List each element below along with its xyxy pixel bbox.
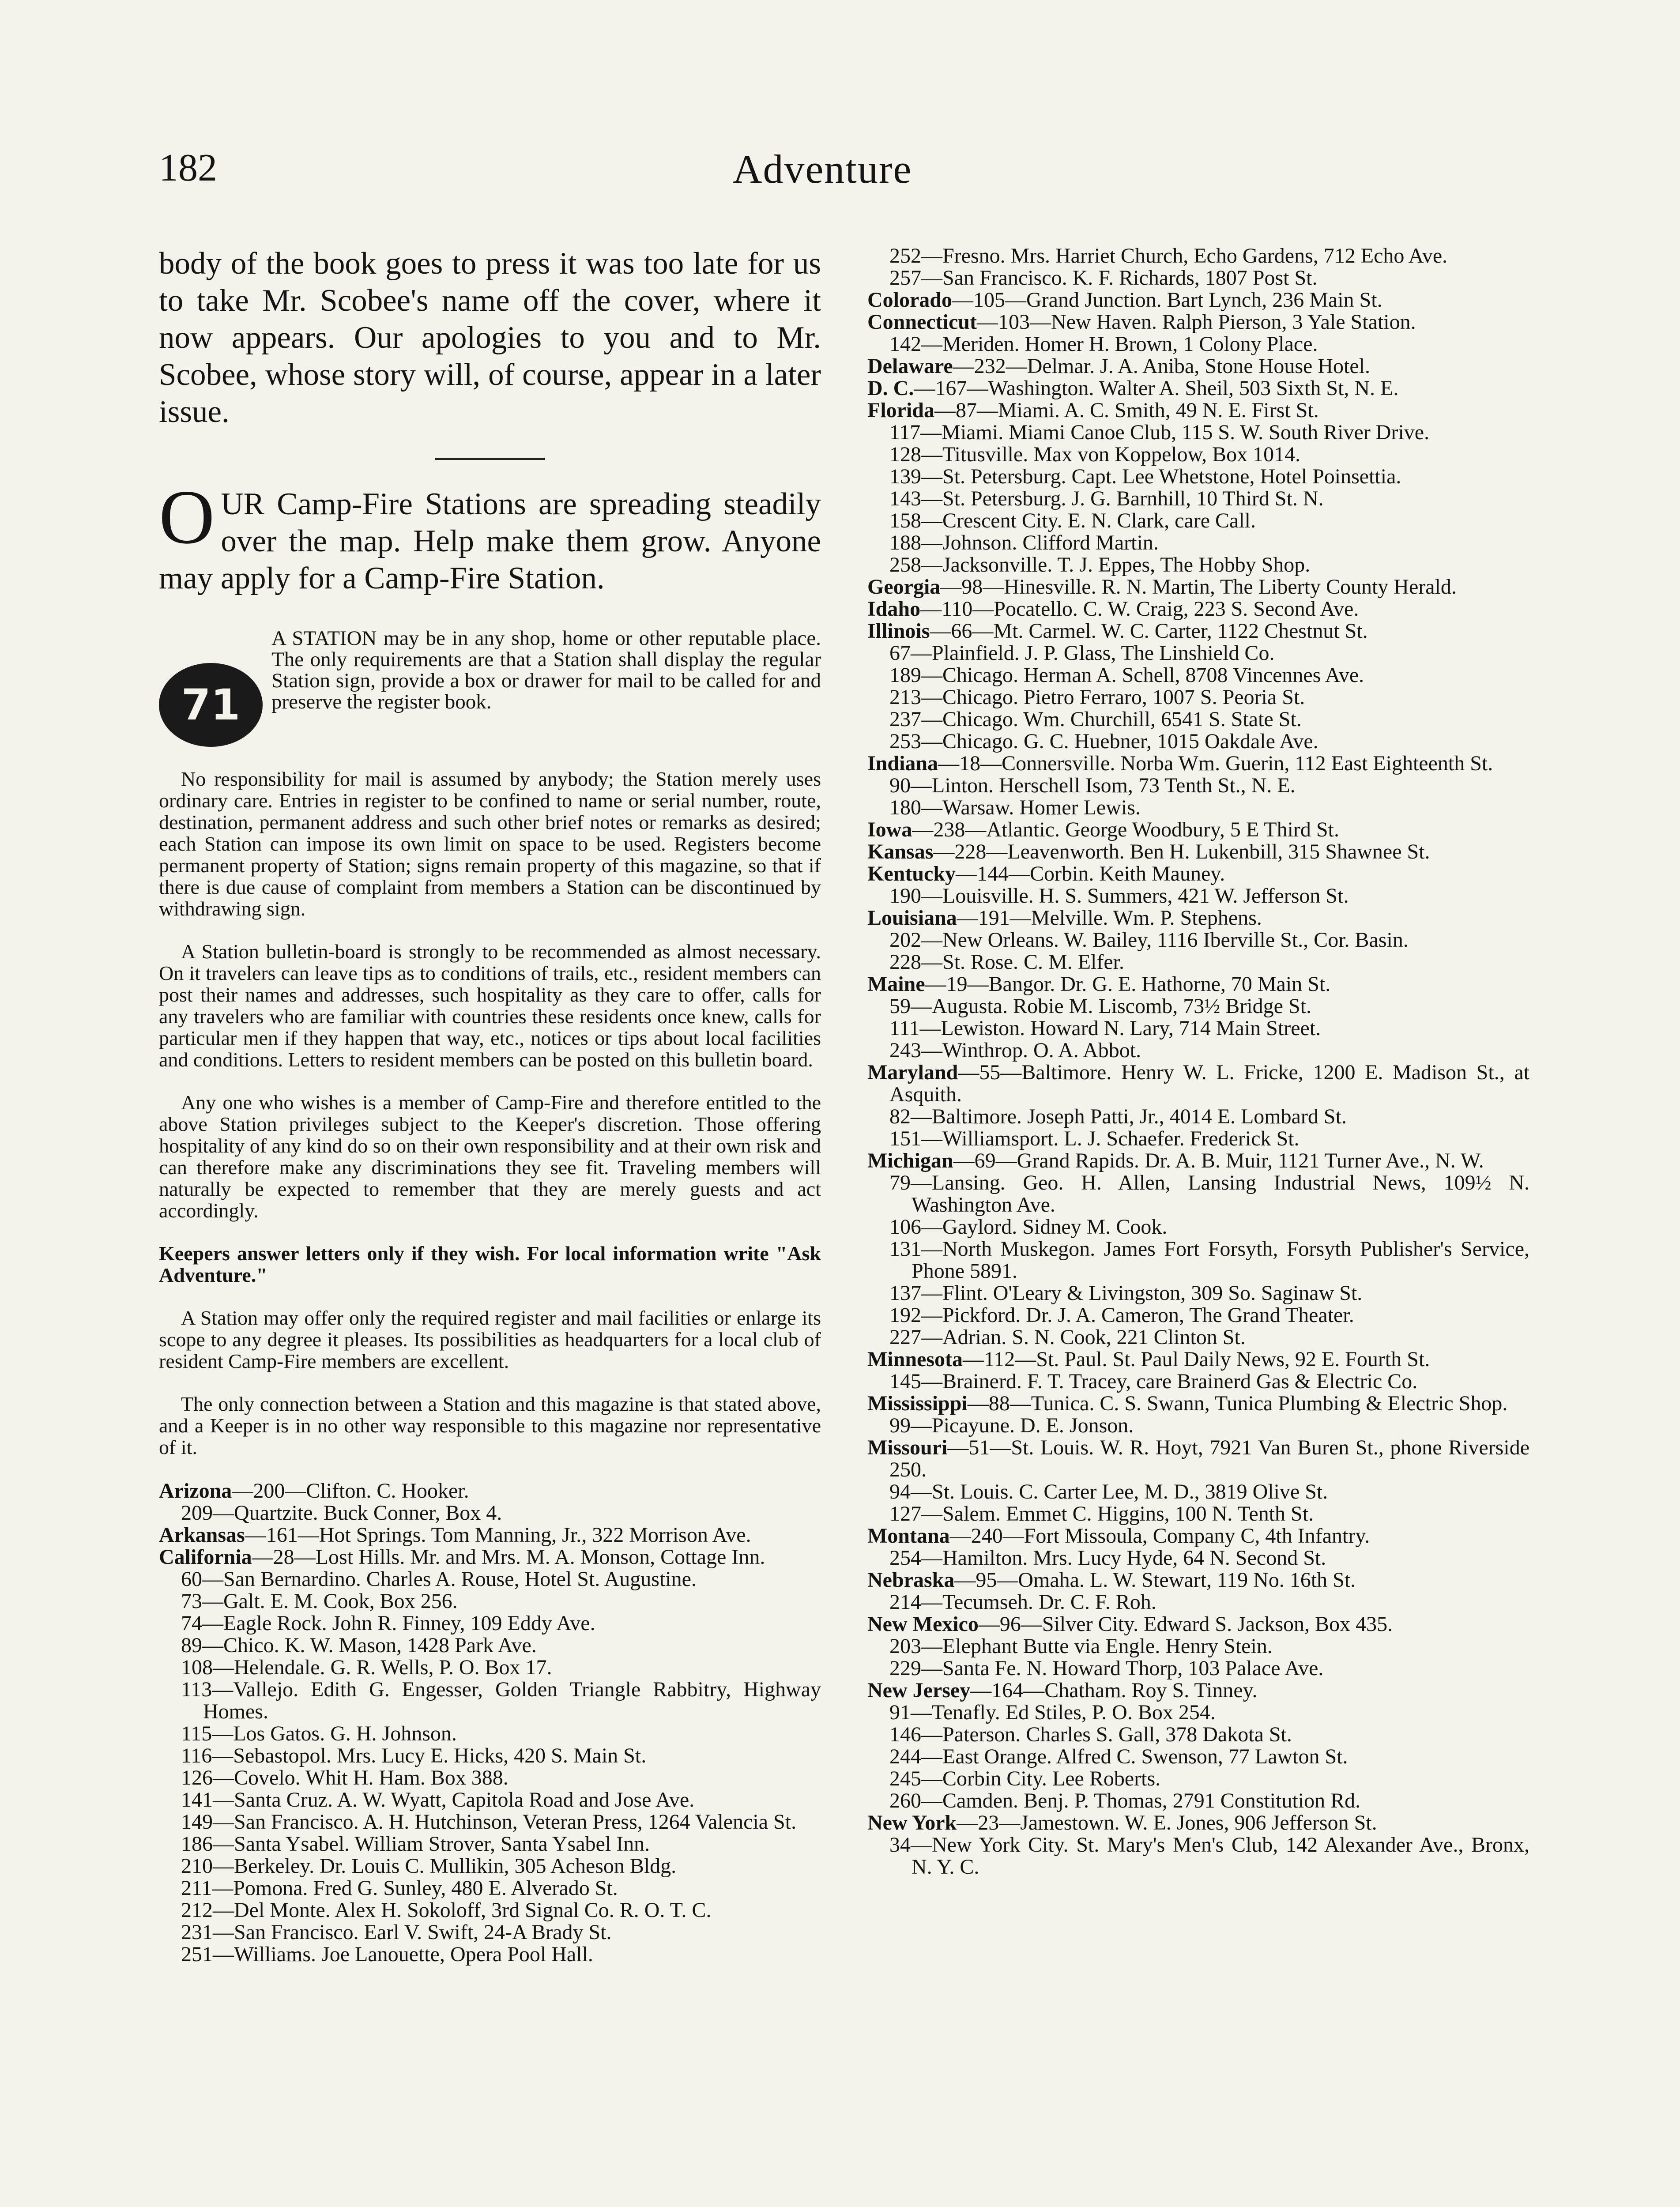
station-badge-icon: 71: [159, 663, 263, 747]
station-details: 128—Titusville. Max von Koppelow, Box 1014.: [889, 443, 1301, 466]
station-details: —110—Pocatello. C. W. Craig, 223 S. Second Ave.: [920, 597, 1359, 621]
station-details: 99—Picayune. D. E. Jonson.: [889, 1414, 1134, 1437]
state-name: Idaho: [867, 597, 921, 621]
station-entry: [867, 885, 1529, 907]
state-name: Maine: [867, 972, 925, 996]
station-entry: [159, 1877, 821, 1899]
station-details: 180—Warsaw. Homer Lewis.: [889, 796, 1141, 819]
station-entry: [867, 1393, 1529, 1415]
station-details: 229—Santa Fe. N. Howard Thorp, 103 Palace Ave.: [889, 1657, 1324, 1680]
station-entry: [159, 1480, 821, 1502]
station-entry: [867, 1017, 1529, 1039]
state-name: Mississippi: [867, 1392, 968, 1415]
station-entry: [867, 488, 1529, 510]
station-details: 34—New York City. St. Mary's Men's Club, 142 Alexander Ave., Bronx, N. Y. C.: [889, 1833, 1529, 1879]
state-name: Indiana: [867, 752, 938, 775]
station-details: 59—Augusta. Robie M. Liscomb, 73½ Bridge St.: [889, 994, 1311, 1018]
station-entry: [867, 1039, 1529, 1062]
station-entry: [867, 267, 1529, 289]
station-entry: [867, 1768, 1529, 1790]
state-name: California: [159, 1545, 252, 1569]
station-notice: [159, 628, 821, 747]
state-name: New Mexico: [867, 1612, 979, 1636]
state-name: Connecticut: [867, 310, 977, 334]
station-entry: [867, 686, 1529, 708]
station-entry: [867, 1680, 1529, 1702]
station-entry: [867, 642, 1529, 664]
rule-connection: The only connection between a Station and this magazine is that stated above, and a Keeper is in no other way responsible to this magazine nor representative of it.: [159, 1393, 821, 1458]
station-entry: [867, 532, 1529, 554]
station-details: 117—Miami. Miami Canoe Club, 115 S. W. South River Drive.: [889, 421, 1430, 444]
station-details: —164—Chatham. Roy S. Tinney.: [970, 1679, 1258, 1702]
magazine-title: Adventure: [733, 147, 912, 192]
station-details: —18—Connersville. Norba Wm. Guerin, 112 East Eighteenth St.: [938, 752, 1493, 775]
station-details: 186—Santa Ysabel. William Strover, Santa Ysabel Inn.: [181, 1832, 650, 1856]
station-details: 209—Quartzite. Buck Conner, Box 4.: [181, 1501, 502, 1525]
station-entry: [867, 1569, 1529, 1591]
station-details: 108—Helendale. G. R. Wells, P. O. Box 17.: [181, 1656, 552, 1679]
station-details: 139—St. Petersburg. Capt. Lee Whetstone, Hotel Poinsettia.: [889, 465, 1401, 488]
station-entry: [867, 333, 1529, 355]
station-details: —228—Leavenworth. Ben H. Lukenbill, 315 Shawnee St.: [933, 840, 1430, 863]
station-entry: [159, 1657, 821, 1679]
state-name: Illinois: [867, 619, 930, 643]
station-details: —238—Atlantic. George Woodbury, 5 E Third St.: [912, 818, 1339, 841]
station-details: 60—San Bernardino. Charles A. Rouse, Hotel St. Augustine.: [181, 1567, 697, 1591]
station-details: 244—East Orange. Alfred C. Swenson, 77 Lawton St.: [889, 1745, 1348, 1768]
state-name: Georgia: [867, 575, 941, 599]
station-entry: [867, 554, 1529, 576]
station-entry: [159, 1767, 821, 1789]
station-details: 73—Galt. E. M. Cook, Box 256.: [181, 1589, 458, 1613]
station-entry: [867, 1702, 1529, 1724]
station-details: 254—Hamilton. Mrs. Lucy Hyde, 64 N. Second St.: [889, 1546, 1326, 1570]
station-details: 202—New Orleans. W. Bailey, 1116 Iberville St., Cor. Basin.: [889, 928, 1409, 952]
station-details: 116—Sebastopol. Mrs. Lucy E. Hicks, 420 S. Main St.: [181, 1744, 647, 1767]
station-details: 192—Pickford. Dr. J. A. Cameron, The Grand Theater.: [889, 1303, 1354, 1327]
station-details: —95—Omaha. L. W. Stewart, 119 No. 16th St.: [954, 1568, 1356, 1592]
station-entry: [867, 995, 1529, 1017]
station-entry: [867, 775, 1529, 797]
station-details: —87—Miami. A. C. Smith, 49 N. E. First St.: [934, 399, 1319, 422]
station-details: 131—North Muskegon. James Fort Forsyth, Forsyth Publisher's Service, Phone 5891.: [889, 1237, 1529, 1283]
state-name: Louisiana: [867, 906, 957, 930]
station-entry: [867, 598, 1529, 620]
station-entry: [159, 1899, 821, 1921]
page-header: [159, 146, 1532, 207]
station-details: 82—Baltimore. Joseph Patti, Jr., 4014 E. Lombard St.: [889, 1105, 1347, 1128]
left-column: [159, 245, 821, 1966]
station-entry: [867, 1547, 1529, 1569]
station-details: 211—Pomona. Fred G. Sunley, 480 E. Alverado St.: [181, 1876, 618, 1900]
station-details: 251—Williams. Joe Lanouette, Opera Pool Hall.: [181, 1943, 593, 1966]
station-entry: [867, 819, 1529, 841]
station-entry: [867, 1348, 1529, 1371]
station-details: 126—Covelo. Whit H. Ham. Box 388.: [181, 1766, 509, 1789]
station-entry: [159, 1943, 821, 1966]
station-entry: [159, 1789, 821, 1811]
state-name: Michigan: [867, 1149, 953, 1172]
station-details: 67—Plainfield. J. P. Glass, The Linshield Co.: [889, 641, 1275, 665]
station-details: 141—Santa Cruz. A. W. Wyatt, Capitola Road and Jose Ave.: [181, 1788, 695, 1812]
station-details: 257—San Francisco. K. F. Richards, 1807 Post St.: [889, 266, 1318, 290]
station-entry: [867, 1635, 1529, 1657]
station-entry: [867, 245, 1529, 267]
station-details: 252—Fresno. Mrs. Harriet Church, Echo Gardens, 712 Echo Ave.: [889, 244, 1448, 267]
station-details: 137—Flint. O'Leary & Livingston, 309 So. Saginaw St.: [889, 1281, 1363, 1305]
rule-membership: Any one who wishes is a member of Camp-Fire and therefore entitled to the above Station privileges subject to the Keeper's discretion. Those offering hospitality of any kind do so on their own responsibility and at their own risk and can therefore make any discriminations they see fit. Traveling members will naturally be expected to remember that they are merely guests and act accordingly.: [159, 1091, 821, 1222]
station-details: —105—Grand Junction. Bart Lynch, 236 Main St.: [952, 288, 1382, 312]
state-name: Nebraska: [867, 1568, 955, 1592]
rule-keepers-letters: Keepers answer letters only if they wish. For local information write "Ask Adventure.": [159, 1242, 821, 1286]
station-details: —69—Grand Rapids. Dr. A. B. Muir, 1121 Turner Ave., N. W.: [953, 1149, 1484, 1172]
station-entry: [867, 708, 1529, 731]
station-details: 210—Berkeley. Dr. Louis C. Mullikin, 305 Acheson Bldg.: [181, 1854, 677, 1878]
intro-paragraph: body of the book goes to press it was too late for us to take Mr. Scobee's name off the cover, where it now appears. Our apologies to you and to Mr. Scobee, whose story will, of course, appear in a later issue.: [159, 246, 821, 429]
station-details: —232—Delmar. J. A. Aniba, Stone House Hotel.: [953, 354, 1370, 378]
station-entry: [159, 1612, 821, 1635]
station-details: 245—Corbin City. Lee Roberts.: [889, 1767, 1161, 1790]
station-entry: [867, 1613, 1529, 1635]
station-details: —55—Baltimore. Henry W. L. Fricke, 1200 E. Madison St., at Asquith.: [889, 1061, 1529, 1106]
station-details: 143—St. Petersburg. J. G. Barnhill, 10 Third St. N.: [889, 487, 1324, 510]
station-details: 258—Jacksonville. T. J. Eppes, The Hobby Shop.: [889, 553, 1311, 576]
station-details: 113—Vallejo. Edith G. Engesser, Golden Triangle Rabbitry, Highway Homes.: [181, 1678, 821, 1723]
station-details: 253—Chicago. G. C. Huebner, 1015 Oakdale Ave.: [889, 730, 1318, 753]
state-name: Maryland: [867, 1061, 958, 1084]
station-entry: [867, 1481, 1529, 1503]
state-name: Minnesota: [867, 1348, 963, 1371]
station-details: 231—San Francisco. Earl V. Swift, 24-A Brady St.: [181, 1921, 612, 1944]
state-name: Arkansas: [159, 1523, 245, 1547]
station-entry: [867, 1746, 1529, 1768]
station-details: —112—St. Paul. St. Paul Daily News, 92 E. Fourth St.: [963, 1348, 1430, 1371]
state-name: D. C.: [867, 377, 914, 400]
station-details: —167—Washington. Walter A. Sheil, 503 Sixth St, N. E.: [914, 377, 1399, 400]
state-name: Montana: [867, 1524, 950, 1548]
station-entry: [867, 907, 1529, 929]
station-entry: [867, 929, 1529, 951]
station-entry: [867, 1326, 1529, 1348]
station-entry: [867, 444, 1529, 466]
station-entry: [867, 664, 1529, 686]
station-details: 142—Meriden. Homer H. Brown, 1 Colony Place.: [889, 332, 1318, 356]
station-entry: [867, 1790, 1529, 1812]
station-details: 146—Paterson. Charles S. Gall, 378 Dakota St.: [889, 1723, 1292, 1746]
station-details: 79—Lansing. Geo. H. Allen, Lansing Industrial News, 109½ N. Washington Ave.: [889, 1171, 1529, 1216]
station-entry: [867, 841, 1529, 863]
campfire-lead: [159, 474, 821, 597]
station-entry: [867, 1062, 1529, 1106]
state-name: Delaware: [867, 354, 953, 378]
station-details: 89—Chico. K. W. Mason, 1428 Park Ave.: [181, 1634, 537, 1657]
state-name: New Jersey: [867, 1679, 971, 1702]
station-details: —103—New Haven. Ralph Pierson, 3 Yale Station.: [976, 310, 1416, 334]
state-name: Kentucky: [867, 862, 956, 885]
state-name: Kansas: [867, 840, 934, 863]
station-entry: [867, 973, 1529, 995]
station-details: 213—Chicago. Pietro Ferraro, 1007 S. Peoria St.: [889, 685, 1305, 709]
station-entry: [159, 1723, 821, 1745]
station-details: 237—Chicago. Wm. Churchill, 6541 S. State St.: [889, 708, 1302, 731]
station-details: 212—Del Monte. Alex H. Sokoloff, 3rd Signal Co. R. O. T. C.: [181, 1898, 712, 1922]
station-details: —240—Fort Missoula, Company C, 4th Infantry.: [949, 1524, 1370, 1548]
station-entry: [867, 1834, 1529, 1878]
station-details: —51—St. Louis. W. R. Hoyt, 7921 Van Buren St., phone Riverside 250.: [889, 1436, 1529, 1481]
station-details: 243—Winthrop. O. A. Abbot.: [889, 1039, 1141, 1062]
station-entry: [867, 1172, 1529, 1216]
state-name: Arizona: [159, 1479, 232, 1503]
rule-bulletin-board: A Station bulletin-board is strongly to be recommended as almost necessary. On it travelers can leave tips as to conditions of trails, etc., resident members can post their names and addresses, such hospitality as they care to offer, calls for any travelers who are familiar with countries these residents once knew, calls for particular men if they happen that way, etc., notices or tips about local facilities and conditions. Letters to resident members can be posted on this bulletin board.: [159, 940, 821, 1071]
station-definition: A STATION may be in any shop, home or other reputable place. The only requirements are that a Station shall display the regular Station sign, provide a box or drawer for mail to be called for and preserve the register book.: [271, 628, 821, 713]
station-entry: [867, 1282, 1529, 1304]
station-entry: [867, 1525, 1529, 1547]
station-details: 111—Lewiston. Howard N. Lary, 714 Main Street.: [889, 1017, 1321, 1040]
station-entry: [159, 1590, 821, 1612]
station-entry: [867, 1657, 1529, 1680]
station-details: 94—St. Louis. C. Carter Lee, M. D., 3819 Olive St.: [889, 1480, 1328, 1503]
station-details: —200—Clifton. C. Hooker.: [232, 1479, 469, 1503]
state-name: New York: [867, 1811, 957, 1834]
state-name: Missouri: [867, 1436, 948, 1459]
station-entry: [867, 620, 1529, 642]
drop-cap: O: [159, 474, 215, 560]
station-details: 203—Elephant Butte via Engle. Henry Stein.: [889, 1635, 1273, 1658]
station-details: —191—Melville. Wm. P. Stephens.: [957, 906, 1262, 930]
station-details: 190—Louisville. H. S. Summers, 421 W. Jefferson St.: [889, 884, 1349, 908]
station-entry: [867, 422, 1529, 444]
station-details: 228—St. Rose. C. M. Elfer.: [889, 950, 1125, 974]
station-entry: [867, 1437, 1529, 1481]
state-name: Iowa: [867, 818, 912, 841]
station-details: —28—Lost Hills. Mr. and Mrs. M. A. Monson, Cottage Inn.: [252, 1545, 765, 1569]
station-entry: [867, 731, 1529, 753]
section-divider: [435, 458, 545, 460]
station-entry: [867, 1150, 1529, 1172]
station-entry: [159, 1833, 821, 1855]
station-entry: [159, 1635, 821, 1657]
station-entry: [867, 466, 1529, 488]
station-entry: [867, 1591, 1529, 1613]
station-entry: [867, 753, 1529, 775]
station-details: 127—Salem. Emmet C. Higgins, 100 N. Tenth St.: [889, 1502, 1314, 1525]
station-details: —96—Silver City. Edward S. Jackson, Box 435.: [978, 1612, 1393, 1636]
station-details: —98—Hinesville. R. N. Martin, The Liberty County Herald.: [940, 575, 1457, 599]
state-name: Florida: [867, 399, 934, 422]
station-details: 145—Brainerd. F. T. Tracey, care Brainerd Gas & Electric Co.: [889, 1370, 1418, 1393]
station-entry: [867, 1304, 1529, 1326]
station-entry: [867, 797, 1529, 819]
station-entry: [867, 863, 1529, 885]
station-entry: [867, 1415, 1529, 1437]
station-details: 188—Johnson. Clifford Martin.: [889, 531, 1159, 554]
station-details: 260—Camden. Benj. P. Thomas, 2791 Constitution Rd.: [889, 1789, 1361, 1812]
station-entry: [867, 1812, 1529, 1834]
station-details: 74—Eagle Rock. John R. Finney, 109 Eddy Ave.: [181, 1612, 595, 1635]
station-details: —144—Corbin. Keith Mauney.: [956, 862, 1225, 885]
campfire-lead-text: UR Camp-Fire Stations are spreading steadily over the map. Help make them grow. Anyone may apply for a Camp-Fire Station.: [159, 487, 821, 595]
page-number: 182: [159, 147, 217, 189]
station-entry: [867, 1216, 1529, 1238]
station-details: 149—San Francisco. A. H. Hutchinson, Veteran Press, 1264 Valencia St.: [181, 1810, 797, 1834]
station-entry: [159, 1921, 821, 1943]
station-entry: [159, 1546, 821, 1568]
station-details: 227—Adrian. S. N. Cook, 221 Clinton St.: [889, 1326, 1246, 1349]
right-column: [867, 245, 1529, 1878]
station-details: —161—Hot Springs. Tom Manning, Jr., 322 Morrison Ave.: [245, 1523, 751, 1547]
station-details: 151—Williamsport. L. J. Schaefer. Frederick St.: [889, 1127, 1300, 1150]
station-entry: [867, 1503, 1529, 1525]
station-details: 91—Tenafly. Ed Stiles, P. O. Box 254.: [889, 1701, 1216, 1724]
station-details: 115—Los Gatos. G. H. Johnson.: [181, 1722, 457, 1745]
station-details: —66—Mt. Carmel. W. C. Carter, 1122 Chestnut St.: [930, 619, 1368, 643]
station-details: 106—Gaylord. Sidney M. Cook.: [889, 1215, 1168, 1239]
station-entry: [867, 311, 1529, 333]
station-details: 90—Linton. Herschell Isom, 73 Tenth St., N. E.: [889, 774, 1296, 797]
station-entry: [159, 1811, 821, 1833]
station-details: —19—Bangor. Dr. G. E. Hathorne, 70 Main St.: [925, 972, 1331, 996]
station-details: —23—Jamestown. W. E. Jones, 906 Jefferson St.: [957, 1811, 1377, 1834]
station-entry: [867, 289, 1529, 311]
station-entry: [159, 1502, 821, 1524]
station-entry: [867, 510, 1529, 532]
station-details: —88—Tunica. C. S. Swann, Tunica Plumbing & Electric Shop.: [967, 1392, 1508, 1415]
station-details: 189—Chicago. Herman A. Schell, 8708 Vincennes Ave.: [889, 663, 1364, 687]
station-entry: [867, 1238, 1529, 1282]
station-entry: [159, 1855, 821, 1877]
station-entry: [159, 1568, 821, 1590]
station-entry: [867, 951, 1529, 973]
station-entry: [867, 1128, 1529, 1150]
state-name: Colorado: [867, 288, 952, 312]
station-entry: [159, 1524, 821, 1546]
station-entry: [867, 1371, 1529, 1393]
rule-mail-responsibility: No responsibility for mail is assumed by anybody; the Station merely uses ordinary care. Entries in register to be confined to name or serial number, route, destination, permanent address and such other brief notes or remarks as desired; each Station can impose its own limit on space to be used. Registers become permanent property of Station; signs remain property of this magazine, so that if there is due cause of complaint from members a Station can be discontinued by withdrawing sign.: [159, 768, 821, 920]
station-entry: [867, 355, 1529, 377]
station-entry: [159, 1679, 821, 1723]
station-entry: [159, 1745, 821, 1767]
station-list-right: [867, 245, 1529, 1878]
station-entry: [867, 377, 1529, 399]
station-details: 214—Tecumseh. Dr. C. F. Roh.: [889, 1590, 1156, 1614]
station-entry: [867, 1106, 1529, 1128]
station-entry: [867, 1724, 1529, 1746]
station-entry: [867, 576, 1529, 598]
station-list-left: [159, 1480, 821, 1966]
station-entry: [867, 399, 1529, 422]
rule-station-scope: A Station may offer only the required register and mail facilities or enlarge its scope to any degree it pleases. Its possibilities as headquarters for a local club of resident Camp-Fire members are excellent.: [159, 1307, 821, 1372]
station-details: 158—Crescent City. E. N. Clark, care Call.: [889, 509, 1256, 532]
